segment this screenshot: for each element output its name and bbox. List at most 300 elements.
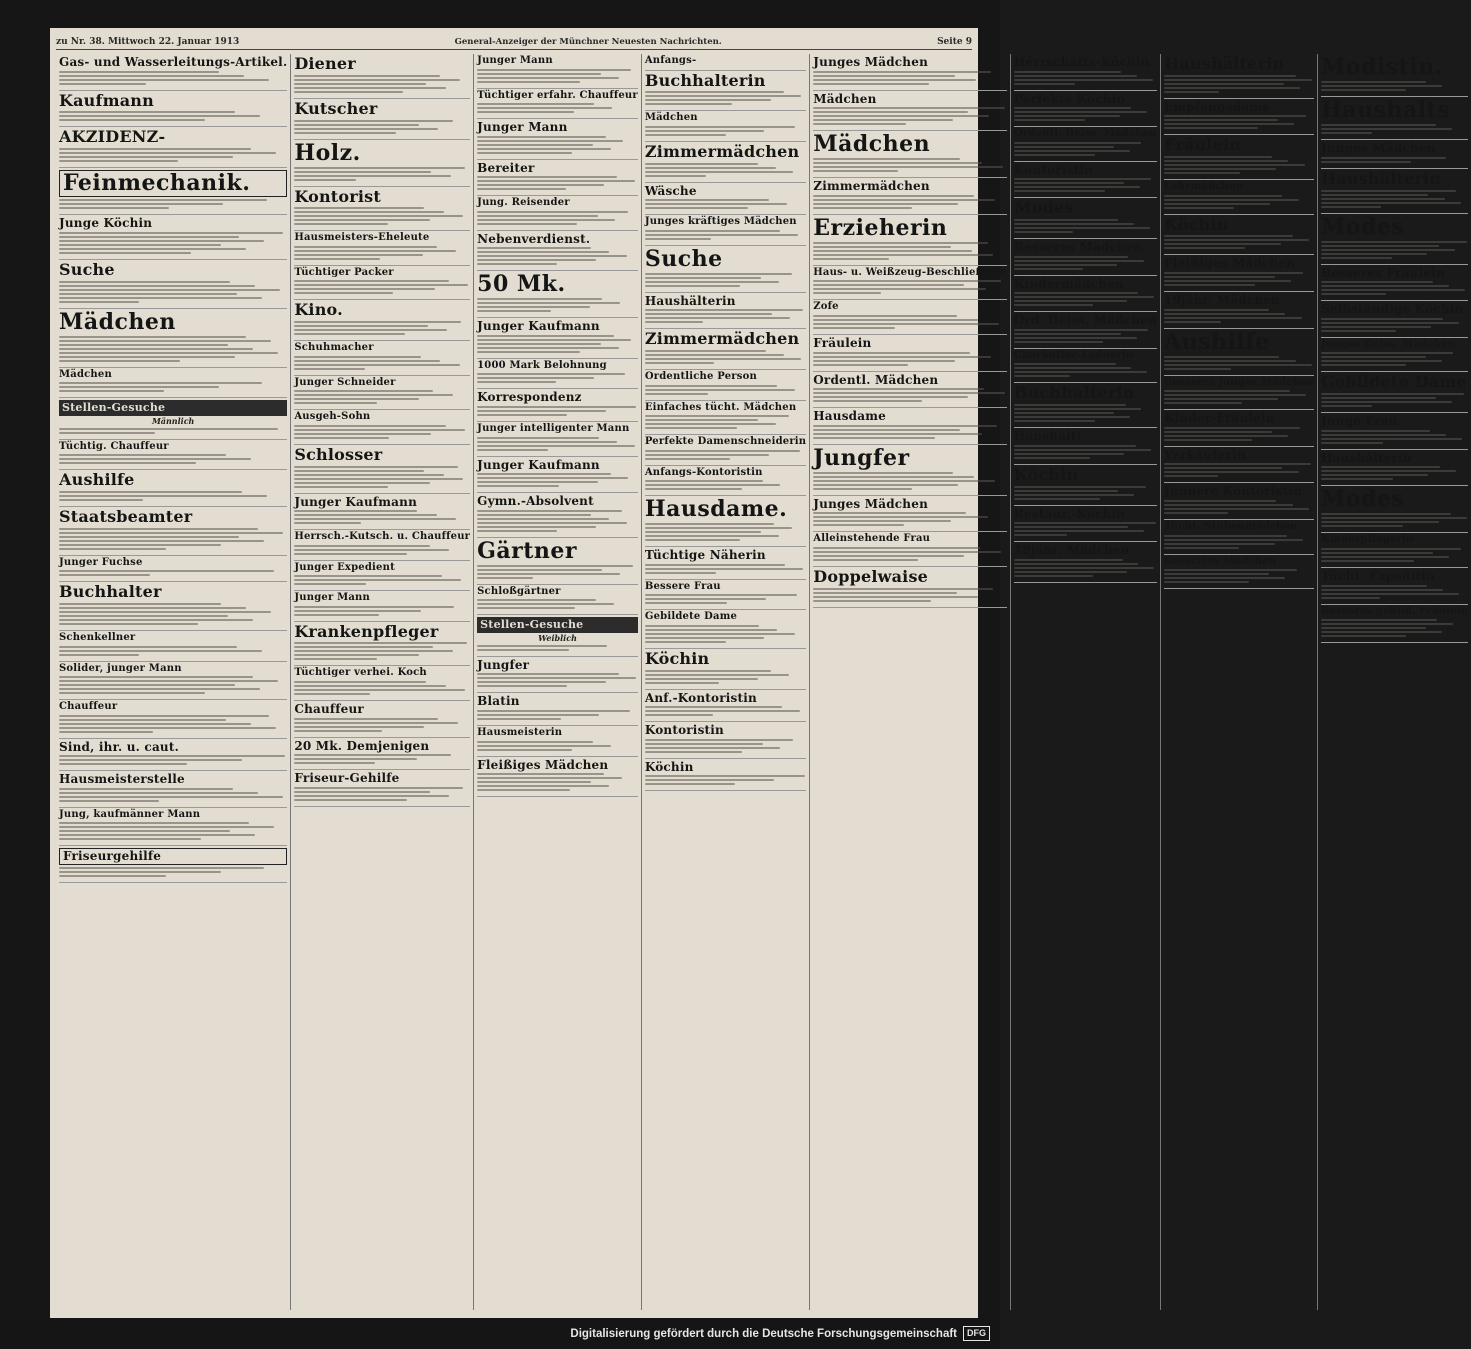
text-line	[477, 718, 561, 720]
classified-ad	[1014, 349, 1157, 384]
text-line	[1321, 326, 1431, 328]
text-line	[59, 252, 191, 254]
classified-ad	[1164, 180, 1314, 215]
text-line	[1321, 285, 1449, 287]
ad-body-text	[813, 195, 1007, 209]
text-line	[294, 368, 364, 370]
text-line	[1321, 330, 1396, 332]
text-line	[1164, 280, 1291, 282]
text-line	[477, 298, 602, 300]
text-line	[59, 495, 267, 497]
text-line	[1321, 442, 1383, 444]
text-line	[59, 603, 221, 605]
text-line	[813, 195, 974, 197]
ad-headline: Solider, junger Mann	[59, 662, 182, 674]
text-line	[1164, 467, 1282, 469]
ad-headline: Köchin	[644, 648, 710, 668]
text-line	[59, 289, 280, 291]
text-line	[813, 472, 952, 474]
text-line	[1164, 168, 1276, 170]
text-line	[294, 87, 445, 89]
ad-headline: Zimmermädchen	[813, 179, 930, 194]
text-line	[1164, 504, 1293, 506]
text-line	[59, 344, 228, 346]
text-line	[645, 450, 800, 452]
text-line	[813, 400, 921, 402]
classified-ad	[645, 71, 806, 112]
classified-ad	[1321, 413, 1468, 450]
ad-body-text	[645, 450, 806, 460]
text-line	[1164, 115, 1306, 117]
text-line	[59, 285, 255, 287]
ad-body-text	[813, 588, 1007, 602]
text-line	[1014, 575, 1093, 577]
text-line	[813, 476, 974, 478]
text-line	[813, 480, 995, 482]
ad-headline: Zofe	[813, 301, 839, 313]
text-line	[1014, 231, 1073, 233]
text-line	[645, 285, 740, 287]
text-line	[645, 95, 802, 97]
text-line	[294, 754, 450, 756]
text-line	[1164, 91, 1219, 93]
text-line	[1164, 427, 1300, 429]
classified-ad	[477, 318, 638, 359]
ad-headline: Haushälterin	[644, 293, 736, 308]
ad-headline: Junge Köchin	[59, 216, 153, 231]
text-line	[645, 682, 719, 684]
text-line	[645, 175, 706, 177]
ad-headline: Haushalts	[1320, 97, 1451, 124]
text-line	[59, 536, 239, 538]
ad-body-text	[1321, 548, 1468, 562]
text-line	[813, 551, 1001, 553]
text-line	[1321, 245, 1439, 247]
text-line	[1164, 235, 1293, 237]
classified-ad	[645, 580, 806, 611]
text-line	[59, 826, 274, 828]
text-line	[59, 755, 285, 757]
text-line	[645, 362, 714, 364]
text-line	[477, 247, 591, 249]
text-line	[813, 258, 889, 260]
text-line	[477, 710, 630, 712]
classified-ad	[59, 168, 287, 215]
ad-body-text	[294, 207, 470, 225]
text-line	[1164, 577, 1285, 579]
text-line	[477, 749, 572, 751]
text-line	[813, 280, 1001, 282]
text-line	[645, 637, 764, 639]
ad-body-text	[1014, 559, 1157, 577]
text-line	[645, 747, 781, 749]
text-line	[813, 79, 976, 81]
text-line	[294, 466, 458, 468]
section-subheading: Weiblich	[538, 632, 577, 643]
column-2	[291, 54, 474, 1310]
text-line	[813, 71, 991, 73]
text-line	[59, 360, 180, 362]
text-line	[813, 75, 954, 77]
classified-ad	[59, 54, 287, 91]
text-line	[294, 614, 378, 616]
text-line	[477, 573, 620, 575]
classified-ad	[477, 757, 638, 798]
text-line	[294, 75, 440, 77]
text-line	[294, 482, 429, 484]
ad-headline: Selbständige Köchin	[1320, 302, 1464, 317]
text-line	[477, 211, 628, 213]
ad-body-text	[1164, 390, 1314, 404]
text-line	[645, 706, 782, 708]
classified-ad	[1164, 329, 1314, 376]
text-line	[1321, 525, 1403, 527]
text-line	[645, 230, 781, 232]
text-line	[813, 288, 985, 290]
classified-ad	[477, 726, 638, 757]
text-line	[59, 348, 253, 350]
dfg-logo: DFG	[963, 1326, 990, 1341]
text-line	[294, 120, 452, 122]
ad-body-text	[294, 246, 470, 260]
text-line	[59, 715, 269, 717]
ad-headline: Stellen-Gesuche	[59, 400, 287, 416]
classified-ad	[59, 507, 287, 556]
classified-ad	[1164, 54, 1314, 99]
classified-ad	[645, 690, 806, 723]
text-line	[813, 170, 898, 172]
ad-body-text	[477, 473, 638, 487]
text-line	[59, 119, 205, 121]
classified-ad	[1164, 555, 1314, 590]
text-line	[1321, 194, 1429, 196]
ad-body-text	[1014, 522, 1157, 536]
text-line	[813, 512, 966, 514]
classified-ad	[1321, 140, 1468, 169]
ad-headline: Doppelwaise	[813, 566, 929, 586]
ad-headline: Kaufmann	[59, 90, 154, 110]
text-line	[294, 514, 436, 516]
column-6	[1011, 54, 1161, 1310]
classified-ad	[1164, 483, 1314, 520]
ad-body-text	[1164, 463, 1314, 477]
classified-ad	[1014, 239, 1157, 276]
classified-ad	[294, 99, 470, 140]
text-line	[645, 203, 787, 205]
ad-body-text	[59, 281, 287, 303]
text-line	[294, 429, 465, 431]
text-line	[294, 292, 392, 294]
ad-headline: Mädchen	[59, 368, 112, 380]
ad-headline: Einfaches tücht. Mädchen	[644, 401, 797, 413]
ad-body-text	[1164, 427, 1314, 441]
text-line	[1014, 408, 1141, 410]
text-line	[59, 731, 153, 733]
text-line	[1164, 195, 1282, 197]
text-line	[1321, 430, 1430, 432]
classified-ad	[645, 293, 806, 330]
ad-body-text	[1321, 190, 1468, 208]
ad-body-text	[294, 642, 470, 660]
text-line	[477, 741, 593, 743]
column-5	[810, 54, 1011, 1310]
ad-body-text	[59, 111, 287, 121]
text-line	[59, 676, 253, 678]
newspaper-page	[50, 28, 1469, 1318]
classified-ad	[1164, 255, 1314, 292]
text-line	[1164, 83, 1284, 85]
text-line	[59, 796, 283, 798]
text-line	[645, 389, 795, 391]
ad-headline: Gesetztes Mädchen	[1164, 555, 1277, 567]
text-line	[294, 179, 356, 181]
text-line	[645, 488, 742, 490]
classified-ad	[1164, 292, 1314, 329]
text-line	[645, 163, 758, 165]
ad-body-text	[477, 710, 638, 720]
ad-body-text	[1164, 115, 1314, 129]
text-line	[294, 433, 431, 435]
text-line	[1321, 560, 1414, 562]
text-line	[1014, 119, 1086, 121]
ad-body-text	[294, 356, 470, 370]
classified-ad	[477, 160, 638, 197]
text-line	[813, 292, 881, 294]
ad-body-text	[645, 594, 806, 604]
text-line	[1321, 352, 1454, 354]
text-line	[1321, 597, 1380, 599]
text-line	[645, 625, 760, 627]
ad-headline: Krankenpfleger	[294, 621, 439, 641]
text-line	[1321, 521, 1439, 523]
ad-headline: 20 Mk. Demjenigen	[294, 738, 430, 753]
text-line	[59, 390, 164, 392]
ad-body-text	[1321, 352, 1468, 366]
text-line	[294, 478, 463, 480]
text-line	[294, 579, 461, 581]
text-line	[477, 449, 548, 451]
text-line	[645, 415, 789, 417]
ad-headline: Junges Mädchen	[1320, 141, 1436, 156]
ad-body-text	[59, 428, 287, 434]
ad-headline: Kutscher	[294, 98, 378, 118]
ad-headline: Perfekte Köchin	[1013, 91, 1126, 106]
ad-body-text	[645, 199, 806, 209]
text-line	[1164, 309, 1269, 311]
ad-headline: Haushälterin	[1320, 450, 1412, 465]
text-line	[294, 545, 429, 547]
text-line	[645, 277, 761, 279]
ad-headline: Kontorist	[294, 186, 381, 206]
text-line	[59, 680, 278, 682]
text-line	[59, 232, 283, 234]
ad-body-text	[59, 755, 287, 765]
classified-ad	[59, 556, 287, 583]
text-line	[1014, 223, 1134, 225]
text-line	[813, 520, 950, 522]
classified-ad	[645, 759, 806, 792]
text-line	[1014, 150, 1130, 152]
text-line	[59, 611, 271, 613]
ad-body-text	[645, 670, 806, 684]
text-line	[813, 425, 997, 427]
ad-headline: Zimmermädchen	[644, 141, 800, 161]
text-line	[477, 518, 609, 520]
text-line	[59, 838, 201, 840]
text-line	[645, 775, 805, 777]
classified-ad	[59, 700, 287, 739]
text-line	[813, 203, 958, 205]
text-line	[294, 795, 449, 797]
text-line	[645, 523, 774, 525]
classified-ad	[477, 389, 638, 422]
text-line	[1164, 543, 1275, 545]
text-line	[477, 789, 570, 791]
text-line	[1164, 239, 1309, 241]
text-line	[477, 514, 591, 516]
classified-ad	[645, 54, 806, 71]
ad-body-text	[645, 564, 806, 574]
text-line	[645, 358, 802, 360]
text-line	[294, 437, 389, 439]
text-line	[813, 433, 981, 435]
newspaper-title: General-Anzeiger der Münchner Neuesten Nachrichten.	[454, 36, 722, 47]
classified-ad	[59, 440, 287, 471]
ad-body-text	[1164, 156, 1314, 174]
ad-body-text	[59, 676, 287, 694]
text-line	[294, 689, 465, 691]
text-line	[1164, 119, 1278, 121]
ad-body-text	[645, 126, 806, 136]
text-line	[1164, 317, 1302, 319]
text-line	[1164, 398, 1278, 400]
text-line	[645, 238, 711, 240]
text-line	[477, 473, 610, 475]
ad-body-text	[294, 280, 470, 294]
ad-body-text	[294, 681, 470, 695]
ad-body-text	[1014, 292, 1157, 306]
text-line	[1321, 405, 1373, 407]
text-line	[477, 410, 606, 412]
ad-body-text	[59, 148, 287, 162]
ad-headline: Bereiter	[477, 160, 535, 175]
text-line	[1164, 207, 1234, 209]
ad-headline: Lehrmädchen	[1164, 181, 1244, 193]
text-line	[59, 650, 262, 652]
text-line	[59, 544, 221, 546]
ad-headline: Modes	[1320, 213, 1405, 240]
text-line	[645, 572, 716, 574]
text-line	[645, 350, 766, 352]
classified-ad	[1014, 91, 1157, 128]
classified-ad	[1014, 127, 1157, 162]
classified-ad	[1014, 542, 1157, 583]
ad-headline: Anfangs-	[644, 55, 697, 66]
text-line	[1321, 397, 1436, 399]
text-line	[813, 111, 968, 113]
text-line	[645, 167, 776, 169]
text-line	[813, 516, 987, 518]
ad-headline: Junger Mann	[477, 120, 568, 134]
classified-ad	[477, 693, 638, 726]
ad-body-text	[1014, 329, 1157, 343]
ad-headline: Ordentliche Person	[644, 371, 757, 383]
text-line	[1014, 304, 1093, 306]
ad-headline: Friseurgehilfe	[59, 848, 287, 865]
text-line	[1321, 593, 1459, 595]
text-line	[1321, 257, 1392, 259]
ad-body-text	[813, 158, 1007, 172]
text-line	[1321, 249, 1455, 251]
text-line	[294, 288, 435, 290]
ad-headline: Buchhalterin	[644, 70, 766, 90]
text-line	[59, 646, 237, 648]
text-line	[1321, 198, 1445, 200]
ad-headline: Alleinstehende Frau	[813, 533, 931, 545]
ad-body-text	[294, 545, 470, 555]
text-line	[59, 336, 246, 338]
ad-headline: Erzieherin	[813, 214, 948, 241]
text-line	[1321, 631, 1442, 633]
classified-ad	[294, 770, 470, 807]
page-header	[56, 34, 972, 50]
ad-headline: Perfekte Damenschneiderin	[644, 436, 807, 448]
classified-ad	[477, 359, 638, 390]
text-line	[645, 527, 792, 529]
classified-ad	[294, 591, 470, 622]
ad-body-text	[294, 167, 470, 181]
ad-headline: Schenkellner	[59, 632, 136, 644]
text-line	[1014, 329, 1149, 331]
ad-body-text	[645, 309, 806, 323]
text-line	[477, 441, 617, 443]
classified-ad	[294, 187, 470, 232]
text-line	[59, 574, 150, 576]
ad-body-text	[1014, 256, 1157, 270]
text-line	[477, 577, 533, 579]
text-line	[813, 600, 931, 602]
ad-headline: Kontoristin	[644, 723, 724, 738]
text-line	[294, 486, 387, 488]
text-line	[59, 293, 237, 295]
ad-headline: Junger Mann	[477, 55, 553, 66]
text-line	[477, 77, 618, 79]
text-line	[477, 526, 596, 528]
text-line	[1321, 81, 1426, 83]
text-line	[645, 309, 803, 311]
text-line	[294, 553, 407, 555]
text-line	[477, 477, 628, 479]
text-line	[477, 310, 551, 312]
text-line	[477, 485, 559, 487]
text-line	[813, 319, 978, 321]
ad-headline: Modes	[1013, 198, 1074, 218]
text-line	[1321, 161, 1411, 163]
text-line	[59, 236, 239, 238]
text-line	[59, 723, 251, 725]
classified-ad	[645, 183, 806, 216]
text-line	[294, 364, 459, 366]
classified-ad	[294, 622, 470, 667]
text-line	[1164, 463, 1311, 465]
text-line	[645, 480, 763, 482]
text-line	[1164, 284, 1255, 286]
ad-body-text	[813, 425, 1007, 439]
text-line	[294, 575, 442, 577]
text-line	[477, 649, 569, 651]
ad-body-text	[1321, 430, 1468, 444]
classified-ad	[813, 215, 1007, 266]
